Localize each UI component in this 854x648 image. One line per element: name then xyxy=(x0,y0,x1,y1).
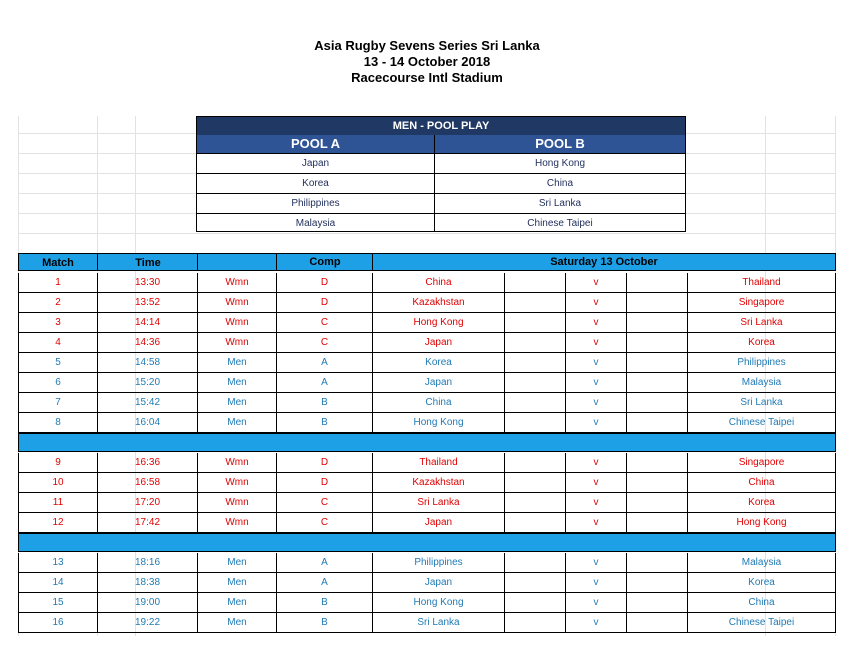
col-divider xyxy=(504,513,505,532)
cell-time: 18:38 xyxy=(134,577,161,588)
pool-b-team: Hong Kong xyxy=(435,153,685,174)
match-row xyxy=(18,593,836,613)
cell-match: 6 xyxy=(55,377,61,388)
pool-b-team: Chinese Taipei xyxy=(435,213,685,234)
cell-time: 16:36 xyxy=(134,457,161,468)
match-row xyxy=(18,493,836,513)
cell-match: 16 xyxy=(52,617,64,628)
col-divider xyxy=(504,413,505,432)
pool-a-team: Malaysia xyxy=(197,213,434,234)
match-row xyxy=(18,393,836,413)
cell-team2: Korea xyxy=(748,497,775,508)
cell-pool: B xyxy=(321,617,328,628)
cell-team1: Philippines xyxy=(414,557,463,568)
cell-match: 11 xyxy=(52,497,64,508)
cell-vs: v xyxy=(593,417,599,428)
cell-pool: B xyxy=(321,597,328,608)
session-break-band xyxy=(18,533,836,552)
cell-pool: C xyxy=(320,497,329,508)
cell-vs: v xyxy=(593,317,599,328)
cell-vs: v xyxy=(593,457,599,468)
cell-vs: v xyxy=(593,337,599,348)
cell-gender: Wmn xyxy=(225,297,249,308)
document-title: Asia Rugby Sevens Series Sri Lanka xyxy=(314,38,540,53)
cell-match: 7 xyxy=(55,397,61,408)
cell-gender: Men xyxy=(227,617,247,628)
cell-pool: A xyxy=(321,557,328,568)
pool-b-team: Sri Lanka xyxy=(435,193,685,214)
cell-vs: v xyxy=(593,557,599,568)
cell-pool: A xyxy=(321,577,328,588)
col-divider xyxy=(197,254,198,270)
cell-team2: Singapore xyxy=(738,457,785,468)
cell-pool: A xyxy=(321,377,328,388)
pool-b-header: POOL B xyxy=(435,135,685,153)
cell-team2: Chinese Taipei xyxy=(728,617,795,628)
pool-a-header: POOL A xyxy=(197,135,434,153)
cell-vs: v xyxy=(593,497,599,508)
col-divider xyxy=(626,353,627,372)
col-divider xyxy=(504,473,505,492)
cell-team2: China xyxy=(748,597,775,608)
col-divider xyxy=(626,493,627,512)
cell-match: 14 xyxy=(52,577,64,588)
cell-time: 14:36 xyxy=(134,337,161,348)
cell-vs: v xyxy=(593,397,599,408)
cell-match: 1 xyxy=(55,277,61,288)
cell-match: 5 xyxy=(55,357,61,368)
cell-pool: D xyxy=(320,297,329,308)
cell-team2: China xyxy=(748,477,775,488)
match-row xyxy=(18,613,836,633)
match-row xyxy=(18,513,836,533)
col-divider xyxy=(504,313,505,332)
cell-time: 17:20 xyxy=(134,497,161,508)
cell-team1: Hong Kong xyxy=(413,317,464,328)
cell-time: 19:00 xyxy=(134,597,161,608)
day-header: Saturday 13 October xyxy=(550,256,658,268)
col-divider xyxy=(504,573,505,592)
cell-pool: B xyxy=(321,417,328,428)
col-divider xyxy=(626,413,627,432)
col-divider xyxy=(626,613,627,632)
cell-team2: Malaysia xyxy=(741,557,782,568)
schedule-header xyxy=(18,253,836,271)
col-divider xyxy=(504,273,505,292)
cell-gender: Men xyxy=(227,417,247,428)
col-divider xyxy=(626,573,627,592)
cell-gender: Men xyxy=(227,557,247,568)
pool-b-team: China xyxy=(435,173,685,194)
col-divider xyxy=(626,313,627,332)
document-date: 13 - 14 October 2018 xyxy=(363,54,491,69)
cell-team2: Hong Kong xyxy=(736,517,787,528)
col-divider xyxy=(504,493,505,512)
session-break-band xyxy=(18,433,836,452)
cell-time: 14:58 xyxy=(134,357,161,368)
cell-time: 18:16 xyxy=(134,557,161,568)
cell-gender: Wmn xyxy=(225,457,249,468)
col-divider xyxy=(626,513,627,532)
col-divider xyxy=(626,333,627,352)
cell-time: 13:52 xyxy=(134,297,161,308)
cell-vs: v xyxy=(593,577,599,588)
col-divider xyxy=(504,353,505,372)
match-row xyxy=(18,293,836,313)
cell-team2: Korea xyxy=(748,337,775,348)
cell-team1: China xyxy=(425,397,452,408)
match-row xyxy=(18,273,836,293)
col-divider xyxy=(626,473,627,492)
cell-gender: Wmn xyxy=(225,277,249,288)
cell-team2: Thailand xyxy=(742,277,781,288)
col-divider xyxy=(626,553,627,572)
col-divider xyxy=(504,553,505,572)
cell-match: 9 xyxy=(55,457,61,468)
cell-team2: Singapore xyxy=(738,297,785,308)
cell-team1: Hong Kong xyxy=(413,417,464,428)
col-divider xyxy=(504,293,505,312)
cell-team1: Japan xyxy=(424,577,453,588)
cell-time: 19:22 xyxy=(134,617,161,628)
cell-gender: Men xyxy=(227,397,247,408)
cell-vs: v xyxy=(593,277,599,288)
cell-pool: C xyxy=(320,337,329,348)
cell-match: 13 xyxy=(52,557,64,568)
col-match-header: Match xyxy=(42,257,74,269)
pool-play-title: MEN - POOL PLAY xyxy=(197,117,685,135)
col-divider xyxy=(504,613,505,632)
cell-team2: Korea xyxy=(748,577,775,588)
col-divider xyxy=(626,593,627,612)
cell-team2: Sri Lanka xyxy=(740,317,783,328)
cell-gender: Men xyxy=(227,577,247,588)
match-row xyxy=(18,353,836,373)
col-divider xyxy=(626,273,627,292)
cell-vs: v xyxy=(593,297,599,308)
cell-match: 3 xyxy=(55,317,61,328)
match-row xyxy=(18,473,836,493)
col-comp-header: Comp xyxy=(309,256,341,268)
col-divider xyxy=(626,293,627,312)
cell-pool: C xyxy=(320,517,329,528)
cell-gender: Men xyxy=(227,377,247,388)
cell-team2: Chinese Taipei xyxy=(728,417,795,428)
cell-vs: v xyxy=(593,617,599,628)
cell-time: 13:30 xyxy=(134,277,161,288)
cell-gender: Men xyxy=(227,357,247,368)
cell-match: 10 xyxy=(52,477,64,488)
document-venue: Racecourse Intl Stadium xyxy=(351,70,503,85)
cell-match: 4 xyxy=(55,337,61,348)
cell-time: 16:04 xyxy=(134,417,161,428)
cell-pool: D xyxy=(320,477,329,488)
cell-gender: Wmn xyxy=(225,497,249,508)
cell-team1: Kazakhstan xyxy=(412,477,465,488)
col-divider xyxy=(626,373,627,392)
pool-a-team: Philippines xyxy=(197,193,434,214)
cell-team1: Kazakhstan xyxy=(412,297,465,308)
cell-pool: D xyxy=(320,277,329,288)
cell-pool: A xyxy=(321,357,328,368)
cell-team1: Japan xyxy=(424,517,453,528)
pool-play-table xyxy=(196,116,686,232)
cell-match: 2 xyxy=(55,297,61,308)
cell-match: 8 xyxy=(55,417,61,428)
col-divider xyxy=(504,453,505,472)
cell-gender: Wmn xyxy=(225,477,249,488)
cell-vs: v xyxy=(593,477,599,488)
cell-team1: Sri Lanka xyxy=(417,617,460,628)
cell-time: 16:58 xyxy=(134,477,161,488)
cell-vs: v xyxy=(593,357,599,368)
cell-team1: Sri Lanka xyxy=(417,497,460,508)
col-divider xyxy=(504,593,505,612)
cell-gender: Wmn xyxy=(225,337,249,348)
cell-team1: Korea xyxy=(425,357,452,368)
cell-team1: Japan xyxy=(424,377,453,388)
cell-gender: Wmn xyxy=(225,517,249,528)
cell-gender: Men xyxy=(227,597,247,608)
col-divider xyxy=(504,373,505,392)
cell-team1: Japan xyxy=(424,337,453,348)
cell-time: 17:42 xyxy=(134,517,161,528)
match-row xyxy=(18,313,836,333)
match-row xyxy=(18,373,836,393)
cell-gender: Wmn xyxy=(225,317,249,328)
cell-team2: Philippines xyxy=(737,357,786,368)
cell-team2: Sri Lanka xyxy=(740,397,783,408)
cell-pool: B xyxy=(321,397,328,408)
col-time-header: Time xyxy=(135,257,161,269)
pool-a-team: Korea xyxy=(197,173,434,194)
cell-pool: C xyxy=(320,317,329,328)
col-divider xyxy=(626,393,627,412)
cell-vs: v xyxy=(593,517,599,528)
cell-match: 15 xyxy=(52,597,64,608)
cell-team1: China xyxy=(425,277,452,288)
cell-time: 15:42 xyxy=(134,397,161,408)
pool-a-team: Japan xyxy=(197,153,434,174)
cell-team2: Malaysia xyxy=(741,377,782,388)
cell-vs: v xyxy=(593,597,599,608)
col-divider xyxy=(626,453,627,472)
cell-match: 12 xyxy=(52,517,64,528)
match-row xyxy=(18,553,836,573)
cell-pool: D xyxy=(320,457,329,468)
match-row xyxy=(18,453,836,473)
cell-team1: Thailand xyxy=(419,457,458,468)
col-divider xyxy=(504,333,505,352)
match-row xyxy=(18,413,836,433)
col-divider xyxy=(504,393,505,412)
cell-team1: Hong Kong xyxy=(413,597,464,608)
match-row xyxy=(18,333,836,353)
cell-time: 15:20 xyxy=(134,377,161,388)
cell-vs: v xyxy=(593,377,599,388)
cell-time: 14:14 xyxy=(134,317,161,328)
match-row xyxy=(18,573,836,593)
